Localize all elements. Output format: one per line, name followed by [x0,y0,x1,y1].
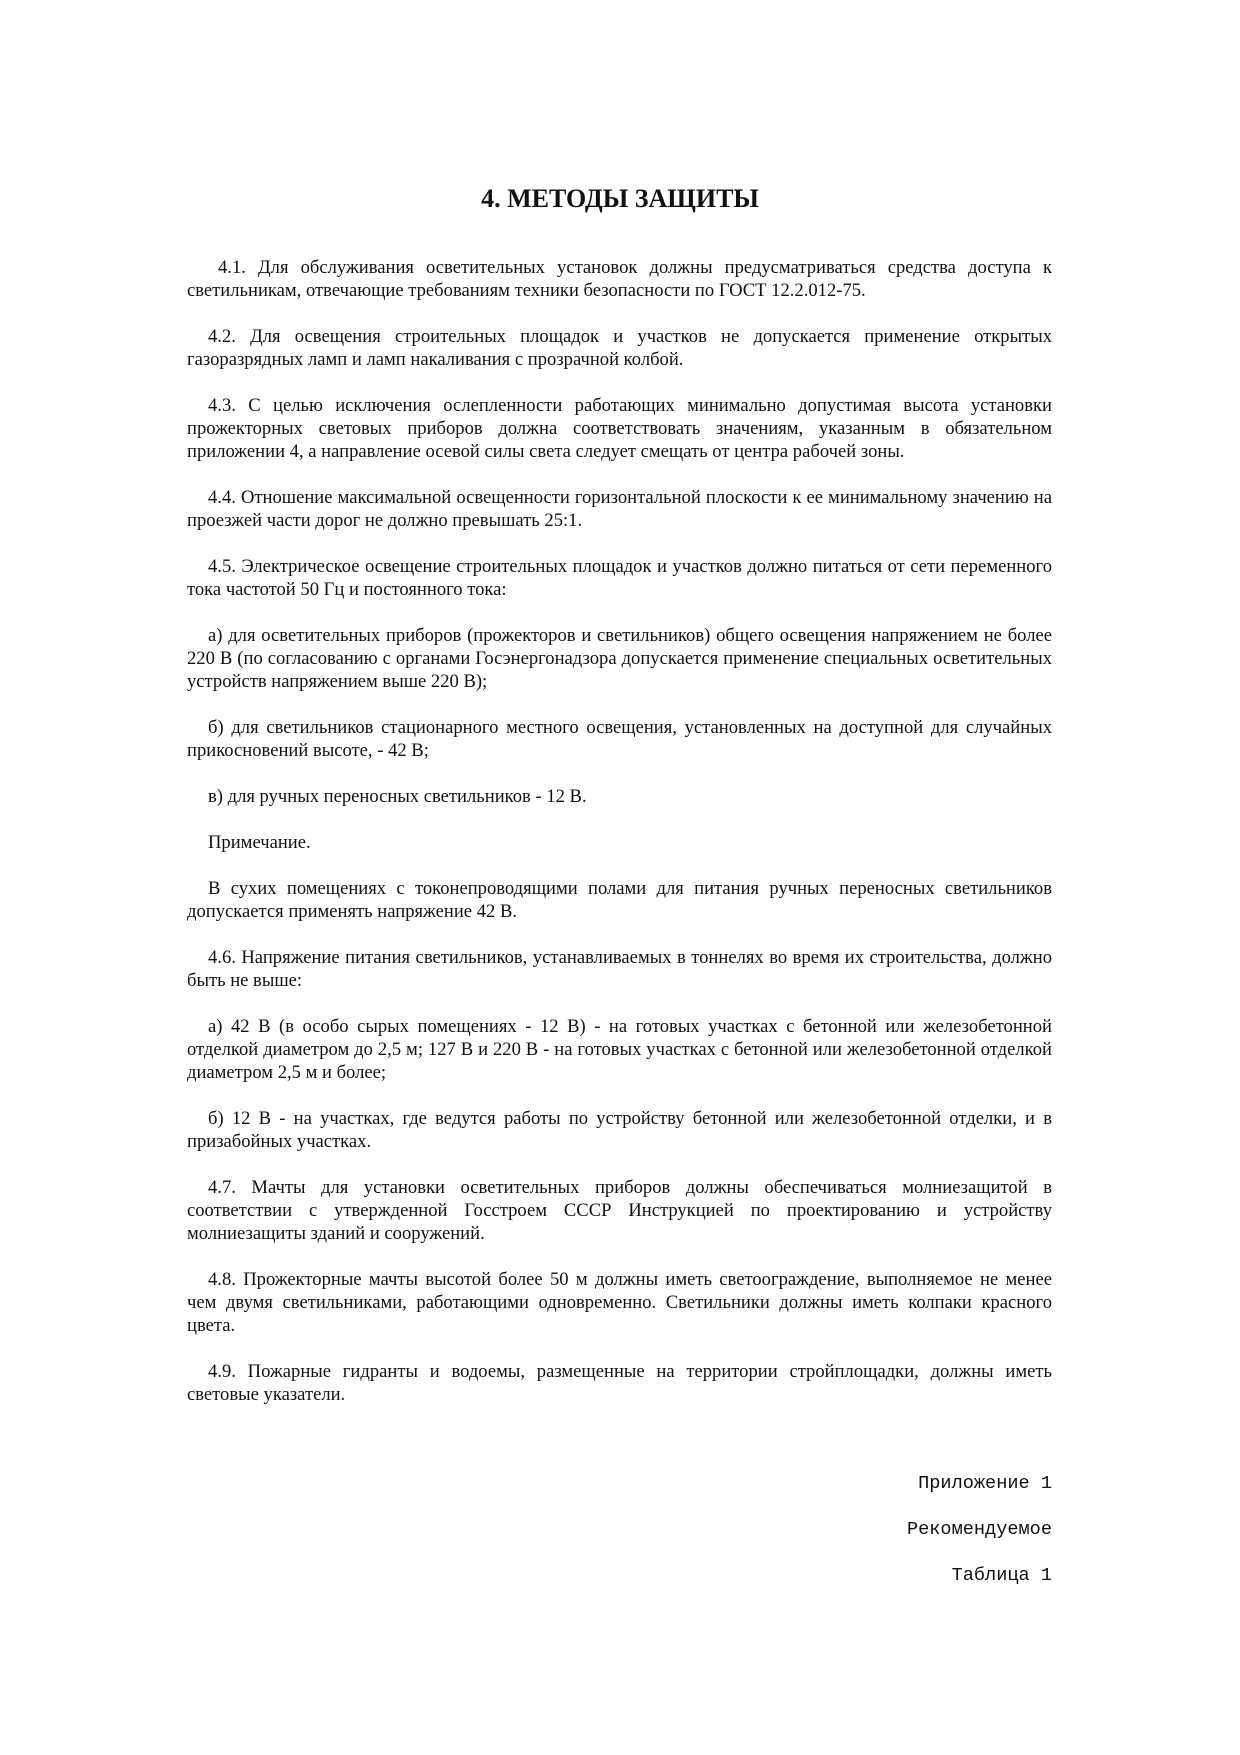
paragraph-4-6-a: а) 42 В (в особо сырых помещениях - 12 В) - на готовых участках с бетонной или железобетонной отделкой диаметром до 2,5 м; 127 В и 220 В - на готовых участках с бетонной или железобетонной отделкой диаметром 2,5 м и более; [187,1016,1052,1083]
paragraph-4-4: 4.4. Отношение максимальной освещенности горизонтальной плоскости к ее минимальному значению на проезжей части дорог не должно превышать 25:1. [187,487,1052,531]
paragraph-4-3: 4.3. С целью исключения ослепленности работающих минимально допустимая высота установки прожекторных световых приборов должна соответствовать значениям, указанным в обязательном приложении 4, а направление осевой силы света следует смещать от центра рабочей зоны. [187,395,1052,462]
paragraph-4-5-b: б) для светильников стационарного местного освещения, установленных на доступной для случайных прикосновений высоте, - 42 В; [187,717,1052,761]
paragraph-4-5-a: а) для осветительных приборов (прожекторов и светильников) общего освещения напряжением не более 220 В (по согласованию с органами Госэнергонадзора допускается применение специальных осветительных устройств напряжением выше 220 В); [187,625,1052,692]
paragraph-4-1: 4.1. Для обслуживания осветительных установок должны предусматриваться средства доступа к светильникам, отвечающие требованиям техники безопасности по ГОСТ 12.2.012-75. [187,257,1052,301]
paragraph-4-8: 4.8. Прожекторные мачты высотой более 50 м должны иметь светоограждение, выполняемое не менее чем двумя светильниками, работающими одновременно. Светильники должны иметь колпаки красного цвета. [187,1269,1052,1336]
section-title: 4. МЕТОДЫ ЗАЩИТЫ [481,184,759,213]
table-label: Таблица 1 [951,1565,1052,1586]
appendix-status: Рекомендуемое [906,1519,1052,1540]
annex-header [187,1472,1052,1610]
paragraph-4-5-v: в) для ручных переносных светильников - 12 В. [208,786,587,807]
note-text: В сухих помещениях с токонепроводящими полами для питания ручных переносных светильников допускается применять напряжение 42 В. [187,878,1052,922]
section-body [187,256,1052,1429]
paragraph-4-5: 4.5. Электрическое освещение строительных площадок и участков должно питаться от сети переменного тока частотой 50 Гц и постоянного тока: [187,556,1052,600]
paragraph-4-6: 4.6. Напряжение питания светильников, устанавливаемых в тоннелях во время их строительства, должно быть не выше: [187,947,1052,991]
paragraph-4-7: 4.7. Мачты для установки осветительных приборов должны обеспечиваться молниезащитой в соответствии с утвержденной Госстроем СССР Инструкцией по проектированию и устройству молниезащиты зданий и сооружений. [187,1177,1052,1244]
paragraph-4-2: 4.2. Для освещения строительных площадок и участков не допускается применение открытых газоразрядных ламп и ламп накаливания с прозрачной колбой. [187,326,1052,370]
appendix-label: Приложение 1 [918,1473,1052,1494]
paragraph-4-6-b: б) 12 В - на участках, где ведутся работы по устройству бетонной или железобетонной отделки, и в призабойных участках. [187,1108,1052,1152]
note-heading: Примечание. [208,832,311,853]
paragraph-4-9: 4.9. Пожарные гидранты и водоемы, размещенные на территории стройплощадки, должны иметь световые указатели. [187,1361,1052,1405]
